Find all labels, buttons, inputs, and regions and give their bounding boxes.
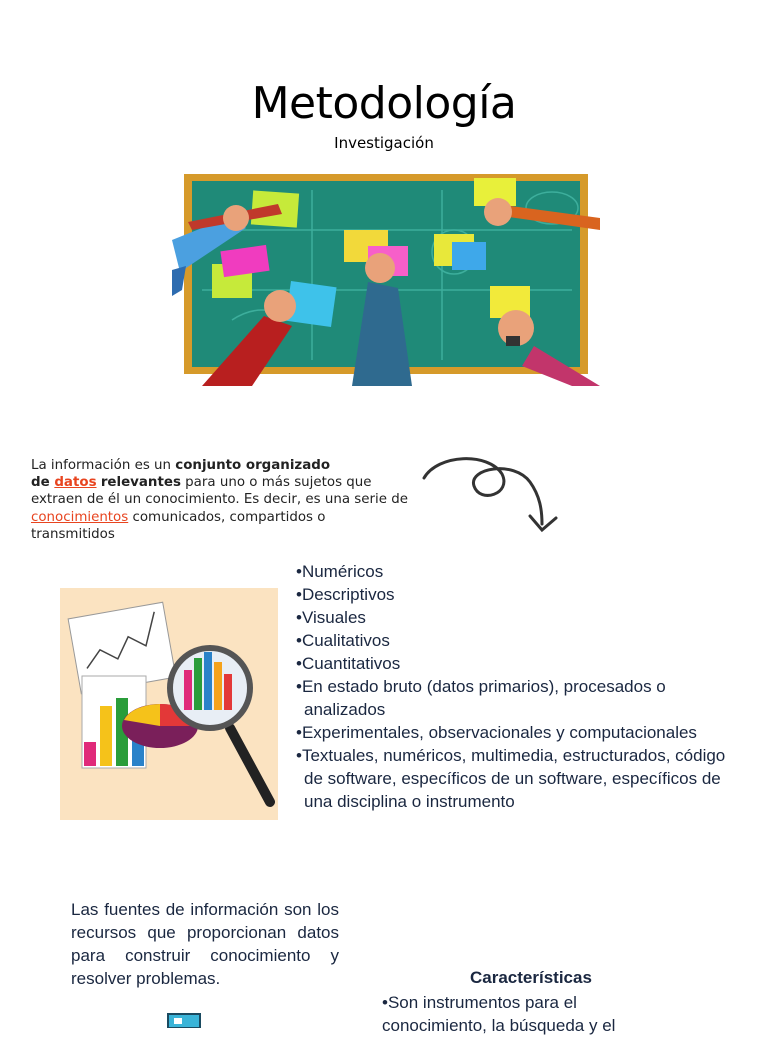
intro-text: para uno o más sujetos que extraen de él un conocimiento. Es decir, es una serie de	[31, 475, 408, 508]
list-item: •En estado bruto (datos primarios), procesados o analizados	[296, 677, 666, 719]
book-icon	[164, 1008, 204, 1028]
datos-link[interactable]: datos	[54, 475, 97, 491]
characteristics-heading: Características	[470, 968, 592, 987]
list-item: •Numéricos	[296, 562, 384, 581]
charts-magnifier-illustration	[60, 588, 278, 820]
list-item: •Son instrumentos para el	[382, 993, 577, 1012]
conocimientos-link[interactable]: conocimientos	[31, 509, 129, 525]
collaboration-board-illustration	[172, 170, 600, 386]
intro-text: La información es un	[31, 458, 176, 473]
intro-bold-text: relevantes	[100, 475, 181, 491]
page-subtitle: Investigación	[334, 134, 434, 152]
page-title: Metodología	[251, 78, 517, 129]
list-item: •Descriptivos	[296, 585, 395, 604]
curly-arrow-icon	[418, 448, 566, 538]
list-item: •Textuales, numéricos, multimedia, estructurados, código de software, específicos de un software, específicos de una disciplina o instrumento	[296, 746, 726, 811]
intro-paragraph	[31, 457, 411, 543]
list-item: •Cuantitativos	[296, 654, 401, 673]
intro-bold-text: conjunto organizado	[175, 458, 331, 473]
intro-text: de	[31, 475, 55, 491]
list-item: •Cualitativos	[296, 631, 390, 650]
data-types-list	[296, 560, 736, 813]
list-item: •Experimentales, observacionales y computacionales	[296, 723, 697, 742]
characteristics-list	[382, 991, 762, 1037]
sources-paragraph: Las fuentes de información son los recursos que proporcionan datos para construir conocimiento y resolver problemas.	[71, 900, 339, 988]
list-item: •Visuales	[296, 608, 366, 627]
list-item: conocimiento, la búsqueda y el	[382, 1016, 616, 1035]
intro-text: comunicados, compartidos o transmitidos	[31, 509, 326, 542]
